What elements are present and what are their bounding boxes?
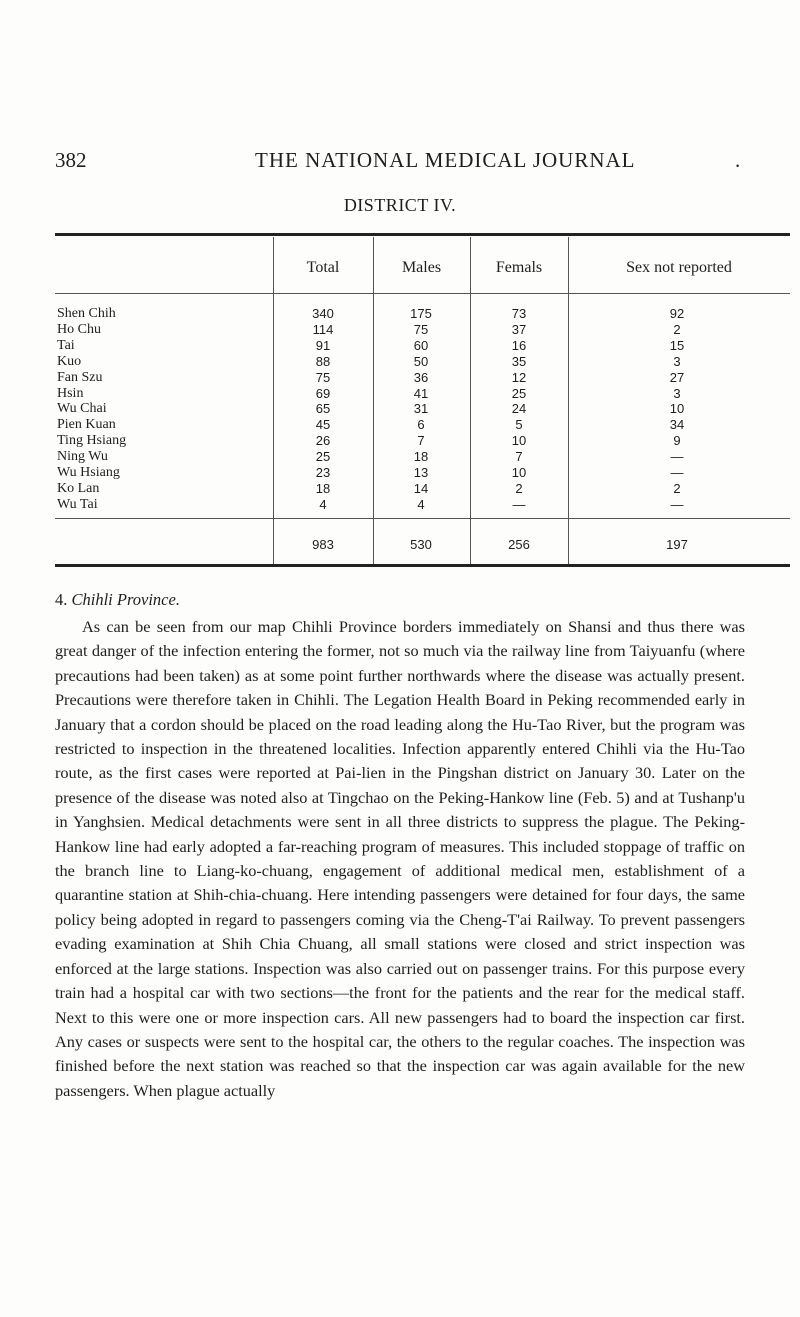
- table-bottom-rule: [55, 564, 790, 567]
- page-header: [55, 148, 745, 178]
- section-title: Chihli Province.: [71, 590, 180, 609]
- row-sex-not-reported-cell: 34: [669, 417, 685, 433]
- row-district-name: Pien Kuan: [57, 417, 116, 433]
- row-district-name: Wu Tai: [57, 496, 98, 512]
- table-row: [55, 465, 790, 481]
- row-males-cell: 14: [413, 480, 429, 496]
- sex-not-reported-sum: 197: [666, 537, 688, 552]
- row-males-cell: 60: [413, 337, 429, 353]
- row-males-cell: 50: [413, 353, 429, 369]
- row-femals-cell: 73: [511, 306, 527, 321]
- row-district-name: Fan Szu: [57, 369, 103, 385]
- row-males-cell: 41: [413, 385, 429, 401]
- row-district-name: Wu Hsiang: [57, 465, 120, 480]
- row-total-cell: 69: [315, 385, 331, 401]
- row-femals-cell: 2: [515, 480, 523, 496]
- table-row: [55, 401, 790, 417]
- journal-title: THE NATIONAL MEDICAL JOURNAL: [255, 148, 636, 172]
- row-males-cell: 4: [417, 496, 425, 512]
- row-femals-cell: 25: [511, 385, 527, 401]
- total-sum: 983: [312, 537, 334, 552]
- column-header-sex-not-reported: Sex not reported: [626, 259, 732, 276]
- row-femals-cell: 16: [511, 337, 527, 353]
- row-district-name: Ning Wu: [57, 449, 108, 465]
- body-paragraph: As can be seen from our map Chihli Province borders immediately on Shansi and thus there was great danger of the infection entering the former, not so much via the railway line from Taiyuanfu (where precautions had been taken) as at some point further northwards where the disease was actually present. Precautions were therefore taken in Chihli. The Legation Health Board in Peking recommended early in January that a cordon should be placed on the road leading along the Hu-Tao River, but the program was restricted to inspection in the threatened localities. Infection apparently entered Chihli via the Hu-Tao route, as the first cases were reported at Pai-lien in the Pingshan district on January 30. Later on the presence of the disease was noted also at Tingchao on the Peking-Hankow line (Feb. 5) and at Tushanp'u in Yanghsien. Medical detachments were sent in all three districts to suppress the plague. The Peking-Hankow line had early adopted a far-reaching program of measures. This included stoppage of traffic on the branch line to Liang-ko-chuang, engagement of additional medical men, establishment of a quarantine station at Shih-chia-chuang. Here intending passengers were detained for four days, the same policy being adopted in regard to passengers coming via the Cheng-T'ai Railway. To prevent passengers evading examination at Shih Chia Chuang, all small stations were closed and strict inspection was enforced at the large stations. Inspection was also carried out on passenger trains. For this purpose every train had a hospital car with two sections—the front for the patients and the rear for the medical staff. Next to this were one or more inspection cars. All new passengers had to board the inspection car first. Any cases or suspects were sent to the hospital car, the others to the regular coaches. The inspection was finished before the next station was reached so that the inspection car was again available for the new passengers. When plague actually: [55, 617, 745, 1100]
- table-row: [55, 322, 790, 338]
- row-sex-not-reported-cell: 3: [673, 353, 681, 369]
- column-header-femals: Femals: [495, 259, 543, 276]
- row-males-cell: 7: [417, 433, 425, 449]
- section-heading: [55, 590, 180, 610]
- district-table: [55, 233, 790, 568]
- row-total-cell: 23: [315, 465, 331, 480]
- row-femals-cell: 10: [511, 465, 527, 480]
- femals-sum: 256: [508, 537, 530, 552]
- table-row: [55, 338, 790, 354]
- row-males-cell: 13: [413, 465, 429, 480]
- row-sex-not-reported-cell: 9: [673, 433, 681, 449]
- row-males-cell: 36: [413, 369, 429, 385]
- row-femals-cell: 5: [515, 417, 523, 433]
- row-femals-cell: 35: [511, 353, 527, 369]
- section-number: 4.: [55, 590, 68, 609]
- row-district-name: Ting Hsiang: [57, 433, 127, 449]
- table-row: [55, 354, 790, 370]
- table-sum-rule: [55, 518, 790, 519]
- table-row: [55, 449, 790, 465]
- table-title: DISTRICT IV.: [343, 195, 457, 215]
- row-sex-not-reported-cell: 2: [673, 321, 681, 337]
- header-mark: .: [735, 148, 741, 172]
- row-district-name: Hsin: [57, 385, 84, 401]
- row-sex-not-reported-cell: 27: [669, 369, 685, 385]
- row-total-cell: 75: [315, 369, 331, 385]
- row-district-name: Ko Lan: [57, 480, 100, 496]
- row-sex-not-reported-cell: 92: [669, 306, 685, 321]
- row-total-cell: 88: [315, 353, 331, 369]
- row-total-cell: 18: [315, 480, 331, 496]
- row-total-cell: 45: [315, 417, 331, 433]
- row-total-cell: 340: [312, 306, 334, 321]
- row-males-cell: 18: [413, 449, 429, 465]
- row-district-name: Shen Chih: [57, 306, 116, 321]
- row-total-cell: 25: [315, 449, 331, 465]
- row-district-name: Wu Chai: [57, 401, 107, 417]
- table-row: [55, 417, 790, 433]
- row-femals-cell: —: [512, 496, 526, 512]
- page-number: 382: [55, 148, 87, 172]
- row-sex-not-reported-cell: 15: [669, 337, 685, 353]
- row-femals-cell: 37: [511, 321, 527, 337]
- row-total-cell: 4: [319, 496, 327, 512]
- row-femals-cell: 24: [511, 401, 527, 417]
- row-total-cell: 114: [312, 321, 334, 337]
- row-femals-cell: 7: [515, 449, 523, 465]
- row-males-cell: 6: [417, 417, 425, 433]
- table-row: [55, 306, 790, 322]
- males-sum: 530: [410, 537, 432, 552]
- row-sex-not-reported-cell: —: [670, 496, 684, 512]
- table-top-rule: [55, 233, 790, 236]
- table-row: [55, 433, 790, 449]
- row-males-cell: 175: [410, 306, 432, 321]
- column-header-males: Males: [401, 259, 442, 276]
- row-total-cell: 91: [315, 337, 331, 353]
- table-row: [55, 370, 790, 386]
- row-males-cell: 31: [413, 401, 429, 417]
- row-sex-not-reported-cell: 2: [673, 480, 681, 496]
- row-district-name: Tai: [57, 337, 75, 353]
- table-header-rule: [55, 293, 790, 294]
- table-row: [55, 386, 790, 402]
- row-sex-not-reported-cell: 10: [669, 401, 685, 417]
- row-total-cell: 65: [315, 401, 331, 417]
- row-sex-not-reported-cell: —: [670, 465, 684, 480]
- row-femals-cell: 12: [511, 369, 527, 385]
- table-row: [55, 481, 790, 497]
- row-femals-cell: 10: [511, 433, 527, 449]
- row-total-cell: 26: [315, 433, 331, 449]
- column-header-total: Total: [306, 259, 340, 276]
- row-sex-not-reported-cell: 3: [673, 385, 681, 401]
- row-district-name: Ho Chu: [57, 321, 101, 337]
- row-sex-not-reported-cell: —: [670, 449, 684, 465]
- table-row: [55, 497, 790, 513]
- row-district-name: Kuo: [57, 353, 82, 369]
- row-males-cell: 75: [413, 321, 429, 337]
